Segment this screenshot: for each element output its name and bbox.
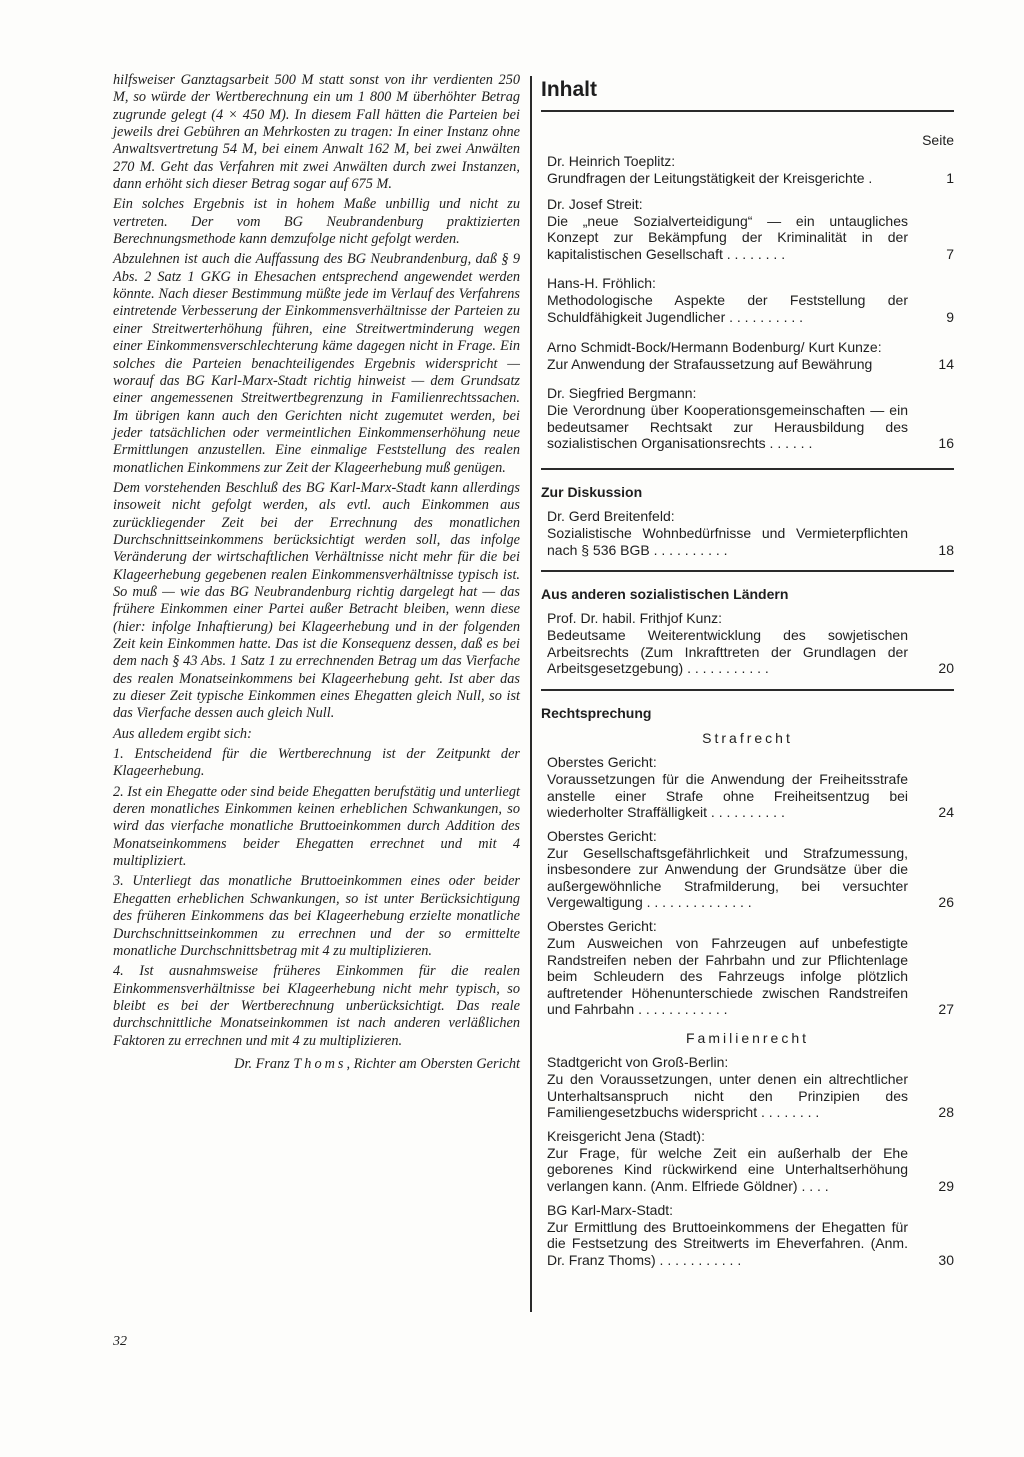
column-divider	[530, 76, 532, 1312]
table-of-contents	[541, 76, 954, 1268]
toc-entry[interactable]	[541, 610, 954, 677]
toc-author: BG Karl-Marx-Stadt:	[547, 1201, 674, 1218]
signature-prefix: Dr. Franz	[234, 1055, 290, 1072]
toc-entry-title: Sozialistische Wohnbedürfnisse und Vermieterpflichten nach § 536 BGB . . . . . . . . . .	[547, 524, 908, 558]
toc-entry[interactable]	[541, 1202, 954, 1269]
section-heading: Aus anderen sozialistischen Ländern	[541, 586, 789, 603]
divider	[541, 570, 954, 572]
toc-page-number: 7	[946, 245, 954, 262]
toc-author: Oberstes Gericht:	[547, 827, 657, 844]
section-heading: Rechtsprechung	[541, 704, 652, 721]
divider	[541, 689, 954, 691]
toc-entry-title: Bedeutsame Weiterentwicklung des sowjetischen Arbeitsrechts (Zum Inkrafttreten der Grundlagen der Arbeitsgesetzgebung) . . . . . . . . . . .	[547, 627, 908, 677]
toc-entry-title: Die „neue Sozialverteidigung“ — ein untaugliches Konzept zur Bekämpfung der Kriminalität in der kapitalistischen Gesellschaft . . . . . . . .	[547, 212, 908, 262]
toc-entry[interactable]	[541, 339, 954, 373]
toc-author: Stadtgericht von Groß-Berlin:	[547, 1054, 729, 1071]
toc-entry-title: Voraussetzungen für die Anwendung der Freiheitsstrafe anstelle einer Strafe ohne Freiheitsentzug bei wiederholter Straffälligkeit . . . . . . . . . .	[547, 770, 908, 821]
toc-entry-title: Zum Ausweichen von Fahrzeugen auf unbefestigte Randstreifen neben der Fahrbahn und zur Pflichtenlage beim Schleudern des Fahrzeugs infolge plötzlich auftretender Höhenunterschiede zwischen Randstreifen und Fahrbahn . . . . . . . . . . . .	[547, 935, 908, 1018]
toc-page-number: 20	[938, 660, 954, 677]
paragraph: Aus alledem ergibt sich:	[113, 725, 252, 742]
toc-entry[interactable]	[541, 828, 954, 911]
toc-page-number: 1	[946, 170, 954, 186]
section-heading: Zur Diskussion	[541, 483, 643, 500]
toc-entry-title: Zur Frage, für welche Zeit ein außerhalb der Ehe geborenes Kind rückwirkend eine Unterhaltserhöhung verlangen kann. (Anm. Elfriede Göldner) . . . .	[547, 1144, 908, 1194]
toc-author: Dr. Gerd Breitenfeld:	[547, 507, 675, 524]
paragraph: Dem vorstehenden Beschluß des BG Karl-Marx-Stadt kann allerdings insoweit nicht gefolgt werden, als evtl. auch Einkommen aus zurückliegender Zeit bei der Errechnung des monatlichen Durchschnittseinkommens berücksichtigt werden soll, das infolge Veränderung der wirtschaftlichen Verhältnisse nicht mehr für die bei Klageerhebung gegebenen realen Einkommensverhältnisse typisch ist. So muß — wie das BG Neubrandenburg richtig dargelegt hat — das frühere Einkommen einer Partei außer Betracht bleiben, wenn diese (hier: infolge Inhaftierung) bei Klageerhebung und in der folgenden Zeit kein Einkommen hatte. Das ist die Konsequenz dessen, daß es bei dem nach § 43 Abs. 1 Satz 1 zu errechnenden Betrag um das Vierfache des realen Monatseinkommens bei Klageerhebung geht. Ist aber das zu dieser Zeit typische Einkommen eines Ehegatten gleich Null, so ist das Vierfache dessen auch gleich Null.	[113, 479, 520, 722]
paragraph: 3. Unterliegt das monatliche Bruttoeinkommen eines oder beider Ehegatten erheblichen Schwankungen, so ist unter Berücksichtigung des früheren Einkommens das bei Klageerhebung erzielte monatliche Durchschnittseinkommen zu errechnen und der so ermittelte monatliche Durchschnittsbetrag mit 4 zu multiplizieren.	[113, 873, 520, 959]
paragraph: Ein solches Ergebnis ist in hohem Maße unbillig und nicht zu vertreten. Der vom BG Neubrandenburg praktizierten Berechnungsmethode kann demzufolge nicht gefolgt werden.	[113, 196, 520, 248]
toc-page-number: 28	[938, 1104, 954, 1121]
page-number: 32	[113, 1334, 127, 1349]
page-column-label: Seite	[922, 132, 954, 148]
toc-page-number: 27	[938, 1001, 954, 1018]
signature-name: Thoms	[293, 1055, 347, 1072]
signature	[113, 1056, 520, 1073]
paragraph: 2. Ist ein Ehegatte oder sind beide Ehegatten berufstätig und unterliegt deren monatliches Einkommen keinen erheblichen Schwankungen, so wird das vierfache monatliche Bruttoeinkommen durch Addition des Monatseinkommens beider Ehegatten errechnet und mit 4 multipliziert.	[113, 783, 520, 870]
toc-page-number: 29	[938, 1178, 954, 1194]
paragraph: 4. Ist ausnahmsweise früheres Einkommen für die realen Einkommensverhältnisse bei Klageerhebung nicht mehr typisch, so bleibt es bei der Wertberechnung unberücksichtigt. Das reale durchschnittliche Monatseinkommen ist nach anderen verläßlichen Faktoren zu errechnen und mit 4 zu multiplizieren.	[113, 963, 520, 1049]
toc-entry[interactable]	[541, 508, 954, 558]
toc-entry-title: Zur Ermittlung des Bruttoeinkommens der Ehegatten für die Festsetzung des Streitwerts im Eheverfahren. (Anm. Dr. Franz Thoms) . . . . . . . . . . .	[547, 1218, 908, 1268]
paragraph: hilfsweiser Ganztagsarbeit 500 M statt sonst von ihr verdienten 250 M, so würde der Wertberechnung ein um 1 800 M überhöhter Betrag zugrunde gelegt (4 × 450 M). In diesem Fall hätten die Parteien bei jeweils drei Gebühren an Mehrkosten zu tragen: In einer Instanz ohne Anwaltsvertretung 54 M, bei einem Anwalt 162 M, bei zwei Anwälten 270 M. Geht das Verfahren mit zwei Anwälten durch zwei Instanzen, dann erhöht sich dieser Betrag sogar auf 675 M.	[113, 72, 520, 193]
toc-author: Oberstes Gericht:	[547, 753, 657, 770]
toc-page-number: 14	[938, 355, 954, 372]
toc-title: Inhalt	[541, 78, 597, 101]
toc-entry[interactable]	[541, 275, 954, 325]
toc-author: Dr. Josef Streit:	[547, 195, 643, 212]
toc-page-number: 30	[938, 1251, 954, 1268]
toc-author: Hans-H. Fröhlich:	[547, 275, 656, 292]
paragraph: Abzulehnen ist auch die Auffassung des BG Neubrandenburg, daß § 9 Abs. 2 Satz 1 GKG in Ehesachen entsprechend angewendet werden könnte. Nach dieser Bestimmung müßte jede im Verlauf des Verfahrens eintretende Verbesserung der Einkommensverhältnisse der Parteien zu einer Streitwerterhöhung führen, eine Streitwertminderung wegen einer Einkommensverschlechterung käme dagegen nicht in Frage. Ein solches die Parteien benachteiligendes Ergebnis widerspricht — worauf das BG Karl-Marx-Stadt richtig hinweist — dem Grundsatz einer angemessenen Streitwertbegrenzung in Familienrechtssachen. Im übrigen kann auch den Gerichten nicht zugemutet werden, bei jeder tatsächlichen oder vermeintlichen Einkommenserhöhung neue Ermittlungen anzustellen. Eine einmalige Feststellung des realen monatlichen Einkommens zur Zeit der Klageerhebung muß genügen.	[113, 251, 520, 476]
toc-entry[interactable]	[541, 918, 954, 1018]
toc-entry-title: Zur Anwendung der Strafaussetzung auf Bewährung	[547, 355, 873, 372]
toc-author: Dr. Heinrich Toeplitz:	[547, 153, 676, 169]
toc-page-number: 26	[938, 894, 954, 911]
toc-entry-title: Grundfragen der Leitungstätigkeit der Kreisgerichte .	[547, 170, 873, 186]
toc-entry[interactable]	[541, 1054, 954, 1121]
toc-page-number: 16	[938, 435, 954, 452]
toc-entry-title: Zur Gesellschaftsgefährlichkeit und Strafzumessung, insbesondere zur Anwendung der Grundsätze über die außergewöhnliche Strafmilderung, bei versuchter Vergewaltigung . . . . . . . . . . . . . .	[547, 844, 908, 911]
subsection-heading: Familienrecht	[685, 1030, 810, 1047]
toc-entry[interactable]	[541, 153, 954, 187]
subsection-heading: Strafrecht	[702, 729, 793, 746]
toc-page-number: 18	[938, 541, 954, 558]
divider	[541, 110, 954, 112]
toc-page-number: 24	[938, 804, 954, 821]
signature-suffix: , Richter am Obersten Gericht	[346, 1055, 520, 1072]
toc-author: Prof. Dr. habil. Frithjof Kunz:	[547, 610, 723, 627]
toc-entry-title: Die Verordnung über Kooperationsgemeinschaften — ein bedeutsamer Rechtsakt zur Herausbildung des sozialistischen Organisationsrechts . . . . . .	[547, 402, 908, 452]
toc-entry[interactable]	[541, 1128, 954, 1195]
toc-entry[interactable]	[541, 196, 954, 263]
toc-entry-title: Methodologische Aspekte der Feststellung der Schuldfähigkeit Jugendlicher . . . . . . . . . .	[547, 292, 908, 325]
divider	[541, 468, 954, 470]
paragraph: 1. Entscheidend für die Wertberechnung ist der Zeitpunkt der Klageerhebung.	[113, 746, 520, 780]
toc-author: Kreisgericht Jena (Stadt):	[547, 1127, 705, 1144]
toc-author: Dr. Siegfried Bergmann:	[547, 385, 697, 402]
toc-page-number: 9	[946, 308, 954, 325]
toc-entry-title: Zu den Voraussetzungen, unter denen ein altrechtlicher Unterhaltsanspruch nicht den Prinzipien des Familiengesetzbuchs widerspricht . . . . . . . .	[547, 1071, 908, 1121]
toc-author: Oberstes Gericht:	[547, 918, 657, 935]
toc-entry[interactable]	[541, 385, 954, 452]
toc-entry[interactable]	[541, 754, 954, 821]
article-continuation	[113, 72, 520, 1076]
toc-author: Arno Schmidt-Bock/Hermann Bodenburg/ Kurt Kunze:	[547, 338, 882, 355]
